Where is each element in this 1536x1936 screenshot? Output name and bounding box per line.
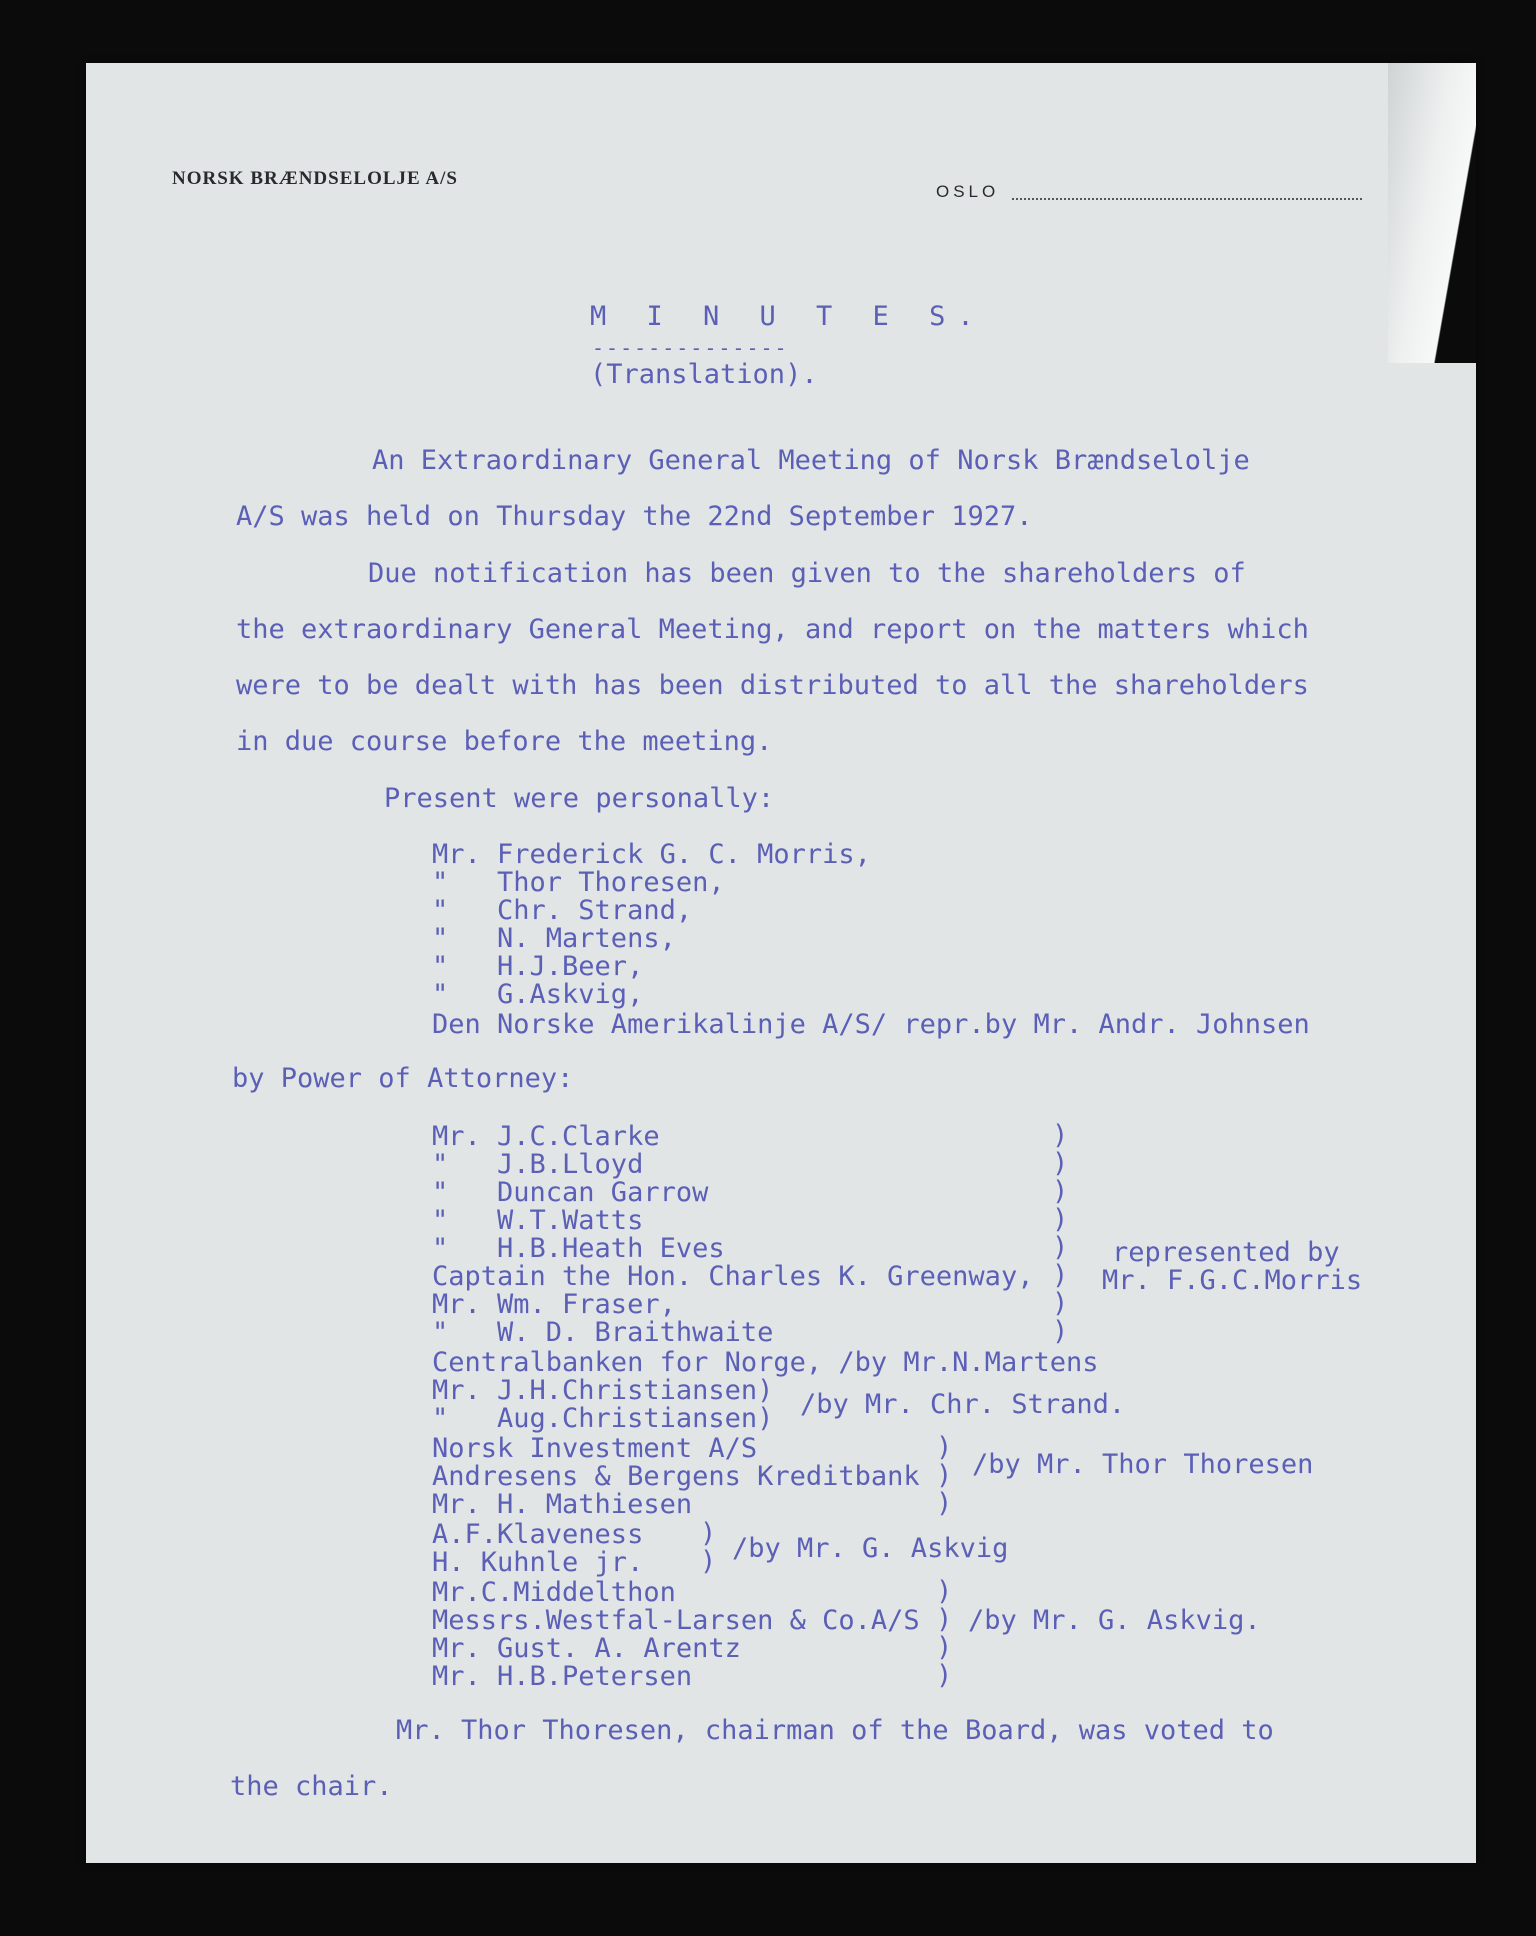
attorney-item: Norsk Investment A/S xyxy=(432,1433,758,1464)
attorney-item: " W. D. Braithwaite xyxy=(432,1317,774,1348)
bracket-column: ) ) xyxy=(700,1518,717,1577)
bracket-column: ) ) ) xyxy=(936,1432,953,1519)
representative: /by Mr. G. Askvig. xyxy=(968,1605,1261,1636)
attorney-item: Mr. J.C.Clarke xyxy=(432,1121,660,1152)
attorney-item: Mr. Wm. Fraser, xyxy=(432,1289,676,1320)
present-item: Mr. Frederick G. C. Morris, xyxy=(432,839,871,870)
present-item: " Chr. Strand, xyxy=(432,895,693,926)
closing-line: Mr. Thor Thoresen, chairman of the Board, was voted to xyxy=(396,1715,1274,1746)
attorney-item: " H.B.Heath Eves xyxy=(432,1233,725,1264)
present-heading: Present were personally: xyxy=(384,783,775,814)
paragraph-line: the extraordinary General Meeting, and report on the matters which xyxy=(236,614,1309,645)
representative: /by Mr. Chr. Strand. xyxy=(800,1389,1126,1420)
date-dotted-line xyxy=(1012,198,1362,200)
attorney-heading: by Power of Attorney: xyxy=(232,1063,574,1094)
closing-line: the chair. xyxy=(230,1771,393,1802)
paragraph-line: were to be dealt with has been distributed to all the shareholders xyxy=(236,670,1309,701)
paragraph-line: in due course before the meeting. xyxy=(236,726,773,757)
present-item: " N. Martens, xyxy=(432,923,676,954)
attorney-item: Mr. Gust. A. Arentz xyxy=(432,1633,741,1664)
document-title: M I N U T E S. xyxy=(590,301,986,332)
representative: /by Mr. G. Askvig xyxy=(732,1533,1009,1564)
title-underline: -------------- xyxy=(592,336,789,360)
letterhead-city: OSLO xyxy=(936,182,1000,201)
letterhead-company: NORSK BRÆNDSELOLJE A/S xyxy=(172,168,458,189)
document-subtitle: (Translation). xyxy=(590,359,818,390)
attorney-item: Mr.C.Middelthon xyxy=(432,1577,676,1608)
present-item: " H.J.Beer, xyxy=(432,951,644,982)
present-item: Den Norske Amerikalinje A/S/ repr.by Mr. Andr. Johnsen xyxy=(432,1009,1310,1040)
attorney-item: Centralbanken for Norge, /by Mr.N.Martens xyxy=(432,1347,1099,1378)
present-item: " Thor Thoresen, xyxy=(432,867,725,898)
representative: /by Mr. Thor Thoresen xyxy=(972,1449,1314,1480)
attorney-item: " W.T.Watts xyxy=(432,1205,644,1236)
attorney-item: A.F.Klaveness xyxy=(432,1519,644,1550)
attorney-item: Andresens & Bergens Kreditbank xyxy=(432,1461,920,1492)
attorney-item: Mr. H. Mathiesen xyxy=(432,1489,693,1520)
representative: Mr. F.G.C.Morris xyxy=(1102,1265,1363,1296)
bracket-column: ) ) ) ) xyxy=(936,1576,953,1691)
attorney-item: Mr. J.H.Christiansen) xyxy=(432,1375,774,1406)
paragraph-line: An Extraordinary General Meeting of Norsk Brændselolje xyxy=(372,445,1250,476)
attorney-item: Mr. H.B.Petersen xyxy=(432,1661,693,1692)
bracket-column: ) ) ) ) ) ) ) ) xyxy=(1052,1120,1069,1347)
present-item: " G.Askvig, xyxy=(432,979,644,1010)
attorney-item: " J.B.Lloyd xyxy=(432,1149,644,1180)
attorney-item: " Duncan Garrow xyxy=(432,1177,709,1208)
folded-corner xyxy=(1388,63,1476,363)
paragraph-line: Due notification has been given to the shareholders of xyxy=(368,558,1246,589)
representative: represented by xyxy=(1112,1237,1340,1268)
attorney-item: Captain the Hon. Charles K. Greenway, xyxy=(432,1261,1034,1292)
attorney-item: H. Kuhnle jr. xyxy=(432,1547,644,1578)
attorney-item: Messrs.Westfal-Larsen & Co.A/S xyxy=(432,1605,920,1636)
paragraph-line: A/S was held on Thursday the 22nd September 1927. xyxy=(236,501,1033,532)
attorney-item: " Aug.Christiansen) xyxy=(432,1403,774,1434)
